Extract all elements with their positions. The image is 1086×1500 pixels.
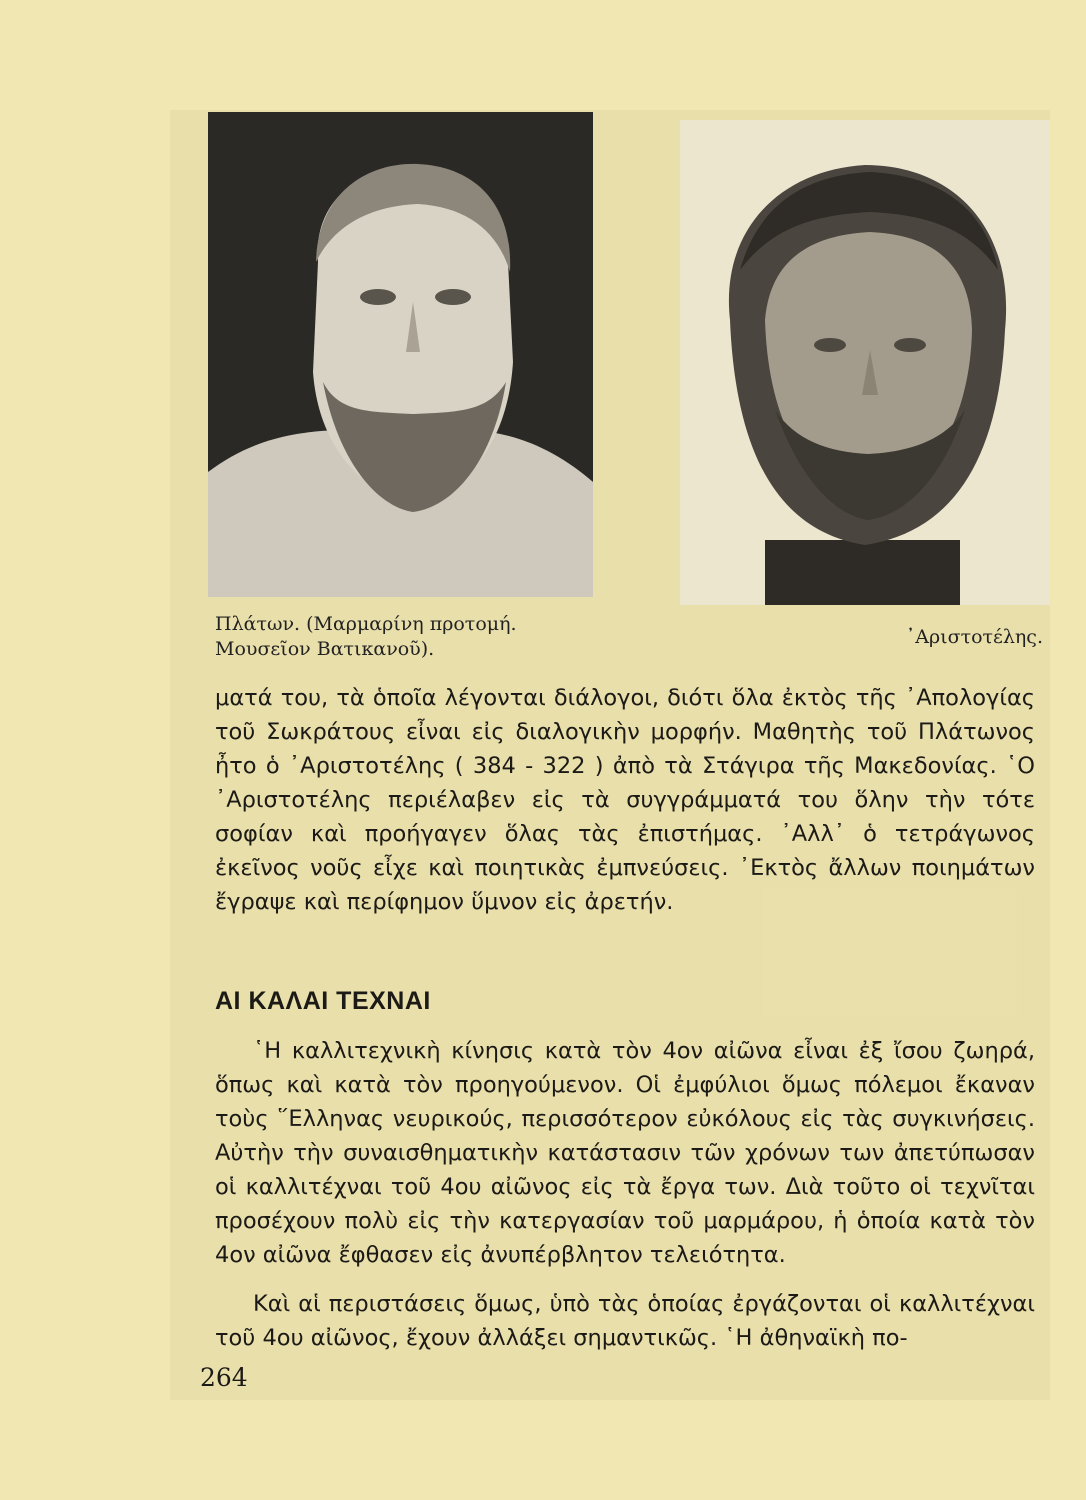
plato-bust-photo <box>208 112 593 597</box>
plato-caption <box>215 612 595 662</box>
aristotle-head-image <box>680 120 1050 605</box>
paragraph-circumstances: Καὶ αἱ περιστάσεις ὅμως, ὑπὸ τὰς ὁποίας ἐργάζονται οἱ καλλιτέχναι τοῦ 4ου αἰῶνος, ἔχουν ἀλλάξει σημαντικῶς. ῾Η ἀθηναϊκὴ πο- <box>215 1291 1035 1351</box>
page-number: 264 <box>200 1363 248 1392</box>
plato-caption-line-1: Πλάτων. (Μαρμαρίνη προτομή. <box>215 613 517 635</box>
paragraph-arts-movement: ῾Η καλλιτεχνικὴ κίνησις κατὰ τὸν 4ον αἰῶνα εἶναι ἐξ ἴσου ζωηρά, ὅπως καὶ κατὰ τὸν προηγούμενον. Οἱ ἐμφύλιοι ὅμως πόλεμοι ἔκαναν τοὺς ῞Ελληνας νευρικούς, περισσότερον εὐκόλους εἰς τὰς συγκινήσεις. Αὐτὴν τὴν συναισθηματικὴν κατάστασιν τῶν χρόνων των ἀπετύπωσαν οἱ καλλιτέχναι τοῦ 4ου αἰῶνος εἰς τὰ ἔργα των. Διὰ τοῦτο οἱ τεχνῖται προσέχουν πολὺ εἰς τὴν κατεργασίαν τοῦ μαρμάρου, ἡ ὁποία κατὰ τὸν 4ον αἰῶνα ἔφθασεν εἰς ἀνυπέρβλητον τελειότητα. <box>215 1038 1035 1268</box>
plato-bust-image <box>208 112 593 597</box>
section-heading: ΑΙ ΚΑΛΑΙ ΤΕΧΝΑΙ <box>215 987 431 1015</box>
aristotle-head-photo <box>680 120 1050 605</box>
aristotle-caption: ᾽Αριστοτέλης. <box>905 626 1043 648</box>
plato-caption-line-2: Μουσεῖον Βατικανοῦ). <box>215 638 435 660</box>
paragraph-plato-aristotle: ματά του, τὰ ὁποῖα λέγονται διάλογοι, διότι ὅλα ἐκτὸς τῆς ᾽Απολογίας τοῦ Σωκράτους εἶναι εἰς διαλογικὴν μορφήν. Μαθητὴς τοῦ Πλάτωνος ἦτο ὁ ᾽Αριστοτέλης ( 384 - 322 ) ἀπὸ τὰ Στάγιρα τῆς Μακεδονίας. ῾Ο ᾽Αριστοτέλης περιέλαβεν εἰς τὰ συγγράμματά του ὅλην τὴν τότε σοφίαν καὶ προήγαγεν ὅλας τὰς ἐπιστήμας. ᾽Αλλ᾽ ὁ τετράγωνος ἐκεῖνος νοῦς εἶχε καὶ ποιητικὰς ἐμπνεύσεις. ᾽Εκτὸς ἄλλων ποιημάτων ἔγραψε καὶ περίφημον ὕμνον εἰς ἀρετήν. <box>215 685 1035 915</box>
